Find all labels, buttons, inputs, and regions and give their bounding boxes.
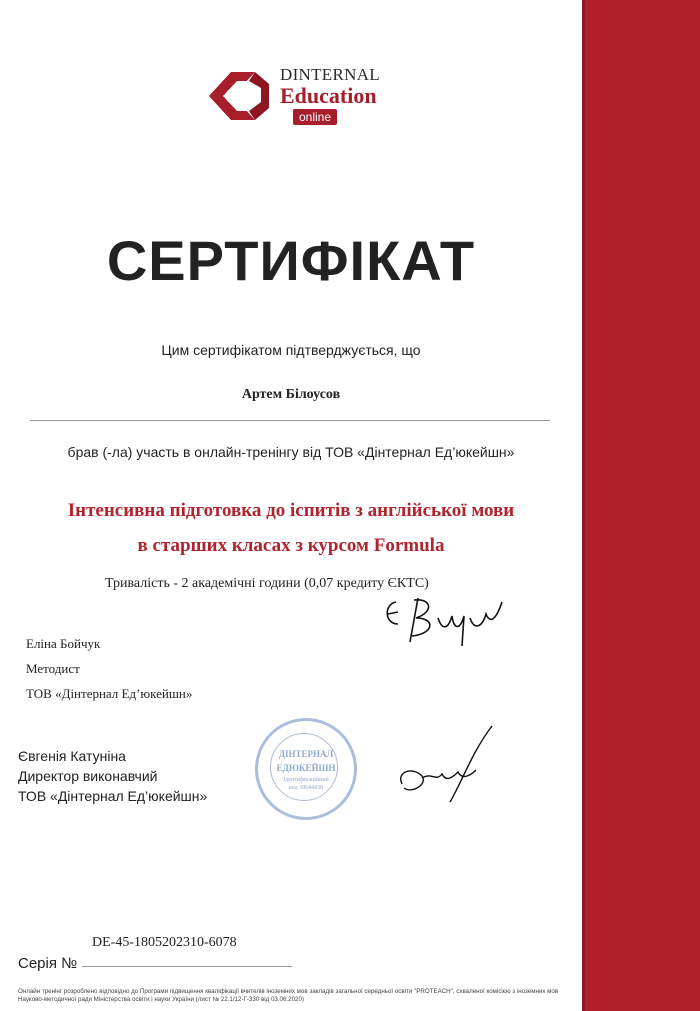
stripe-edge: [582, 0, 585, 1011]
confirm-text: Цим сертифікатом підтверджується, що: [161, 342, 421, 358]
stamp-line-2: ЕДЮКЕЙШН: [276, 763, 336, 773]
certificate-title: СЕРТИФІКАТ: [106, 229, 476, 292]
methodist-role: Методист: [26, 661, 80, 676]
director-org: ТОВ «Дінтернал Ед’юкейшн»: [18, 788, 208, 804]
decorative-red-stripe: [582, 0, 700, 1011]
duration-text: Тривалість - 2 академічні години (0,07 кредиту ЄКТС): [105, 576, 429, 591]
stamp-line-4: код 39644438: [289, 785, 323, 791]
logo-line-2: Education: [280, 83, 377, 108]
director-signature: [392, 722, 502, 812]
methodist-org: ТОВ «Дінтернал Ед’юкейшн»: [26, 686, 193, 701]
book-logo-icon: [205, 66, 273, 126]
stamp-line-3: Ідентифікаційний: [283, 777, 329, 783]
director-name: Євгенія Катуніна: [18, 748, 126, 764]
course-title-line-2: в старших класах з курсом Formula: [137, 535, 445, 556]
methodist-name: Еліна Бойчук: [26, 636, 101, 651]
company-logo: [205, 62, 395, 130]
course-title-line-1: Інтенсивна підготовка до іспитів з англійської мови: [67, 500, 515, 521]
series-underline: [82, 966, 292, 967]
recipient-name: Артем Білоусов: [241, 387, 341, 402]
footnote: Онлайн тренінг розроблено відповідно до Програми підвищення кваліфікації вчителів іноземних мов закладів загальної середньої освіти "PROTEACH", схваленої комісією з іноземних мов Науково-методичної ради Міністерства освіти і науки України (лист № 22.1/12-Г-330 від 03.06.2020): [18, 988, 559, 1003]
director-role: Директор виконавчий: [18, 768, 158, 784]
methodist-signature: [378, 590, 518, 650]
company-stamp: [255, 718, 357, 820]
recipient-underline: [30, 420, 550, 421]
stamp-line-1: ДІНТЕРНАЛ: [278, 749, 334, 759]
series-number: DE-45-1805202310-6078: [92, 935, 237, 950]
logo-line-1: DINTERNAL: [280, 65, 380, 84]
participation-text: брав (-ла) участь в онлайн-тренінгу від ТОВ «Дінтернал Ед’юкейшн»: [67, 444, 515, 460]
logo-line-3: online: [293, 109, 337, 125]
series-label: Серія №: [18, 955, 78, 972]
